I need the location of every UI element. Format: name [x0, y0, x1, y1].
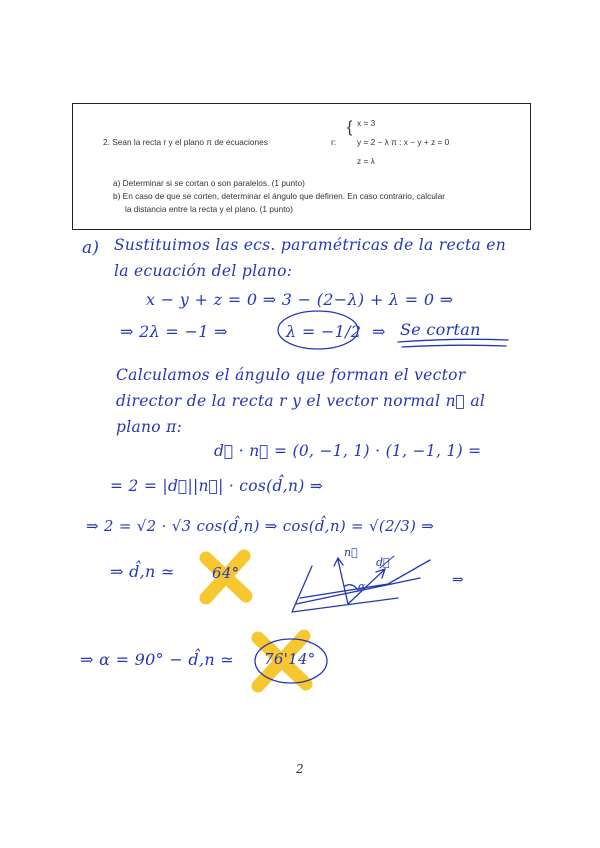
- hw-line-2: la ecuación del plano:: [114, 262, 293, 280]
- hw-line-11a: ⇒ d̂,n ≃: [110, 562, 175, 581]
- hw-line-8: d⃗ · n⃗ = (0, −1, 1) · (1, −1, 1) =: [214, 442, 482, 460]
- system-eq-1: x = 3: [357, 118, 376, 128]
- system-eq-2: y = 2 − λ π : x − y + z = 0: [357, 137, 450, 147]
- sketch-d-label: d⃗: [376, 556, 390, 569]
- hw-line-4d: Se cortan: [400, 320, 481, 339]
- problem-statement: 2. Sean la recta r y el plano π de ecuaciones: [103, 137, 268, 147]
- label-a: a): [82, 238, 100, 258]
- system-brace: {: [347, 119, 353, 136]
- hw-line-6: director de la recta r y el vector normal n⃗ al: [116, 392, 486, 410]
- normal-vector: [334, 558, 348, 604]
- hw-line-12a: ⇒ α = 90° − d̂,n ≃: [80, 650, 235, 669]
- page-number: 2: [296, 762, 304, 776]
- part-b-line2: la distancia entre la recta y el plano. (1 punto): [125, 204, 293, 214]
- hw-line-5: Calculamos el ángulo que forman el vector: [116, 366, 466, 384]
- system-eq-3: z = λ: [357, 156, 375, 166]
- hw-line-7: plano π:: [116, 418, 183, 436]
- hw-line-12b: 76'14°: [264, 650, 316, 668]
- hw-line-4b: λ = −1/2: [286, 322, 362, 341]
- hw-line-10: ⇒ 2 = √2 · √3 cos(d̂,n) ⇒ cos(d̂,n) = √(2/3) ⇒: [86, 517, 435, 535]
- hw-line-9: = 2 = |d⃗||n⃗| · cos(d̂,n) ⇒: [110, 477, 324, 495]
- hw-line-11b: 64°: [212, 564, 240, 582]
- answer-circle: [255, 639, 327, 683]
- sketch-n-label: n⃗: [344, 546, 358, 559]
- part-b-line1: b) En caso de que se corten, determinar el ángulo que definen. En caso contrario, calcular: [113, 191, 446, 201]
- sketch-alpha-label: α: [358, 580, 366, 593]
- part-a: a) Determinar si se cortan o son paralelos. (1 punto): [113, 178, 305, 188]
- lambda-circle: [278, 311, 358, 349]
- se-cortan-underline: [398, 339, 508, 342]
- sketch-arrow: ⇒: [452, 572, 465, 588]
- hw-line-4a: ⇒ 2λ = −1 ⇒: [120, 322, 228, 341]
- hw-line-1: Sustituimos las ecs. paramétricas de la recta en: [114, 236, 507, 254]
- hw-line-4c: ⇒: [372, 322, 386, 341]
- hw-line-3: x − y + z = 0 ⇒ 3 − (2−λ) + λ = 0 ⇒: [146, 290, 454, 309]
- line-label: r:: [331, 137, 337, 147]
